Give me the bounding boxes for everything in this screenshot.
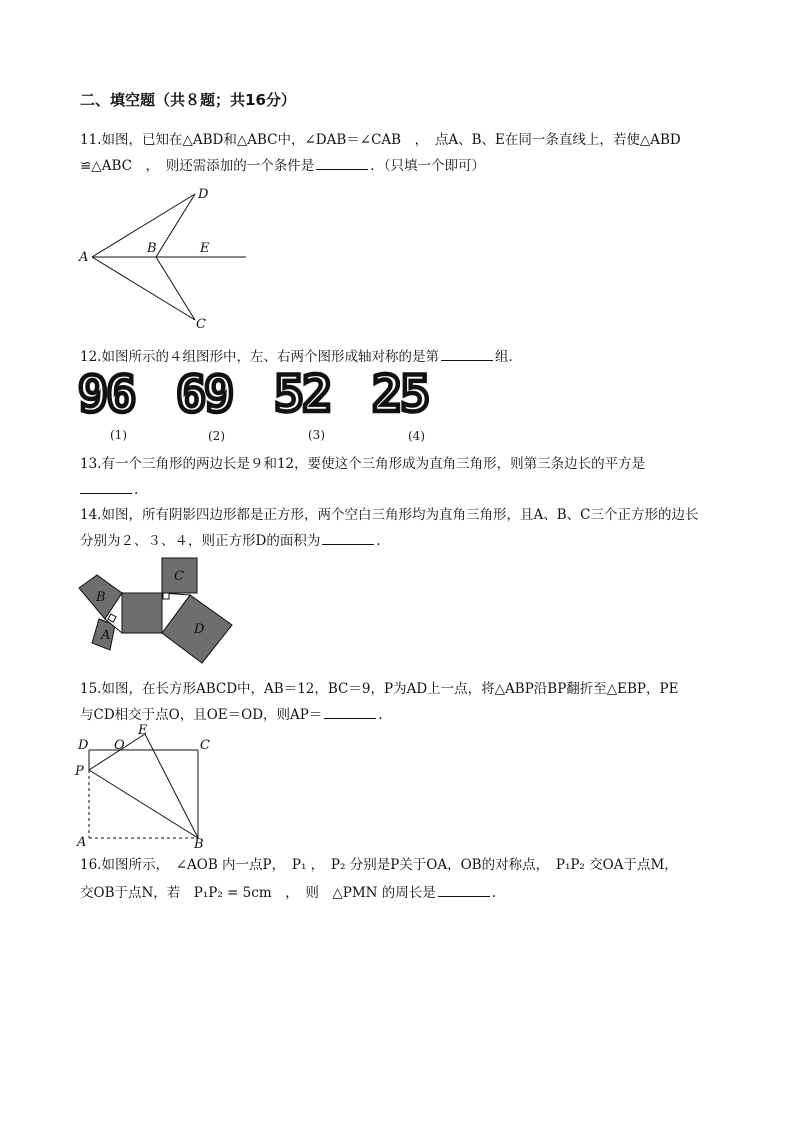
q15-figure <box>70 722 230 852</box>
q11-line-bc <box>156 257 195 320</box>
q15-text-line2a: 与CD相交于点O，且OE＝OD，则AP＝ <box>80 707 323 723</box>
q12-caption-4: (4) <box>408 429 425 443</box>
q15-label-o: O <box>114 738 125 753</box>
q15-text-line2b: . <box>378 707 383 723</box>
q16-answer-blank[interactable] <box>438 882 490 897</box>
q14-text-line2 <box>80 530 381 551</box>
q12-text-line1b: 组． <box>494 349 522 365</box>
q11-label-e: E <box>200 241 210 256</box>
q15-text-line1: 15.如图，在长方形ABCD中，AB＝12，BC＝9，P为AD上一点，将△ABP沿BP翻折至△EBP，PE <box>80 681 679 697</box>
section-heading: 二、填空题（共８题；共16分） <box>80 91 296 109</box>
q12-caption-3: (3) <box>308 428 325 442</box>
q12-caption-2: (2) <box>208 429 225 443</box>
q11-text-line2 <box>80 155 485 176</box>
q14-label-a: A <box>101 628 111 643</box>
q11-text-line1: 11.如图，已知在△ABD和△ABC中，∠DAB＝∠CAB ， 点A、B、E在同一条直线上，若使△ABD <box>80 132 681 148</box>
q11-line-ad <box>92 194 195 257</box>
q16-text-line2 <box>80 882 496 903</box>
q12-text-line1 <box>80 346 522 367</box>
q15-line-pb <box>89 770 198 838</box>
q15-label-p: P <box>75 764 84 779</box>
q11-label-c: C <box>196 317 206 332</box>
q13-text-line2b: . <box>134 482 139 498</box>
q11-label-b: B <box>147 241 157 256</box>
q16-text-line1: 16.如图所示， ∠AOB 内一点P， P₁ ， P₂ 分别是P关于OA，OB的对称点， P₁P₂ 交OA于点M， <box>80 857 678 873</box>
q14-text-line2a: 分别为２、３、４，则正方形D的面积为 <box>80 533 321 549</box>
q14-label-b: B <box>96 590 106 605</box>
q12-figures <box>70 368 470 448</box>
q15-answer-blank[interactable] <box>324 704 376 719</box>
q11-figure <box>70 182 270 337</box>
q12-answer-blank[interactable] <box>441 346 493 361</box>
q14-figure <box>70 553 250 668</box>
q14-text-line1: 14.如图，所有阴影四边形都是正方形，两个空白三角形均为直角三角形，且A、B、C三个正方形的边长 <box>80 507 699 523</box>
q15-label-a: A <box>77 835 87 850</box>
q13-answer-blank[interactable] <box>80 479 132 494</box>
q11-text-line2b: ．（只填一个即可） <box>370 158 485 174</box>
q12-digits-2: 69 <box>176 368 233 423</box>
q12-text-line1a: 12.如图所示的４组图形中，左、右两个图形成轴对称的是第 <box>80 349 439 365</box>
q15-label-d: D <box>78 738 89 753</box>
q15-label-e: E <box>138 723 148 738</box>
q15-label-c: C <box>200 738 210 753</box>
q13-text-line2 <box>80 479 138 500</box>
q16-text-line2b: . <box>491 885 497 901</box>
q14-text-line2b: . <box>376 533 381 549</box>
q16-text-line2a: 交OB于点N，若 P₁P₂ = 5cm ， 则 △PMN 的周长是 <box>80 885 436 901</box>
q14-right-angle-mark-2 <box>163 593 169 599</box>
q14-label-d: D <box>194 622 205 637</box>
q11-label-a: A <box>79 250 89 265</box>
q12-digits-4: 25 <box>372 368 429 423</box>
q11-answer-blank[interactable] <box>316 155 368 170</box>
q13-text-line1: 13.有一个三角形的两边长是９和12，要使这个三角形成为直角三角形，则第三条边长的平方是 <box>80 456 646 472</box>
q14-center-square <box>122 593 162 633</box>
q11-line-ac <box>92 257 195 320</box>
q14-answer-blank[interactable] <box>322 530 374 545</box>
q11-line-bd <box>156 194 195 257</box>
q11-label-d: D <box>198 187 209 202</box>
q11-text-line2a: ≌△ABC ， 则还需添加的一个条件是 <box>80 158 315 174</box>
q12-caption-1: (1) <box>110 428 127 442</box>
q12-digits-1: 96 <box>78 368 135 423</box>
q14-label-c: C <box>174 569 184 584</box>
q12-digits-3: 52 <box>274 368 331 423</box>
q15-label-b: B <box>194 837 204 852</box>
